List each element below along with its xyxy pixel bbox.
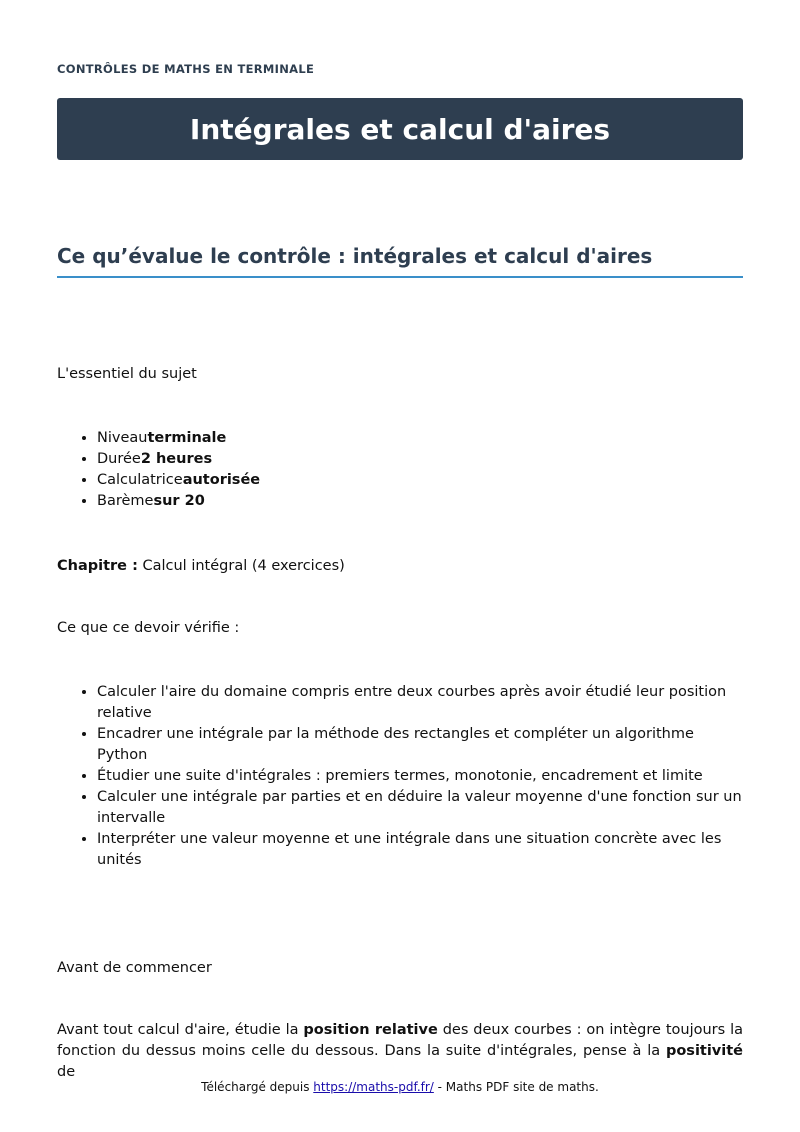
chapter-label: Chapitre :: [57, 558, 138, 574]
essentials-heading: L'essentiel du sujet: [57, 366, 197, 382]
before-bold-1: position relative: [303, 1022, 438, 1038]
title-banner: [57, 98, 743, 160]
document-kicker: CONTRÔLES DE MATHS EN TERMINALE: [57, 62, 315, 76]
essential-value: 2 heures: [140, 451, 213, 467]
essentials-list: [57, 428, 743, 512]
chapter-line: [57, 556, 345, 577]
list-item: • Encadrer une intégrale par la méthode des rectangles et compléter un algorithme Python: [97, 724, 743, 766]
before-paragraph: [57, 1020, 743, 1083]
before-text-2: des deux courbes : on intègre toujours la fonction du dessus moins celle du dessous. Dans la suite d'intégrales, pense à la: [57, 1022, 743, 1059]
essential-label: Niveau: [97, 430, 148, 446]
footer-suffix: - Maths PDF site de maths.: [433, 1080, 599, 1094]
before-text-1: Avant tout calcul d'aire, étudie la: [57, 1022, 304, 1038]
list-item: • Calculer une intégrale par parties et en déduire la valeur moyenne d'une fonction sur un intervalle: [97, 787, 743, 829]
essential-label: Durée: [97, 451, 141, 467]
document-title: Intégrales et calcul d'aires: [189, 112, 611, 146]
checks-list: [57, 682, 743, 871]
checks-heading: Ce que ce devoir vérifie :: [57, 620, 240, 636]
list-item: • Interpréter une valeur moyenne et une intégrale dans une situation concrète avec les unités: [97, 829, 743, 871]
page-footer: [0, 1080, 800, 1094]
chapter-value: Calcul intégral (4 exercices): [137, 558, 345, 574]
list-item: [97, 470, 743, 491]
section-title: Ce qu’évalue le contrôle : intégrales et calcul d'aires: [57, 244, 743, 278]
footer-prefix: Téléchargé depuis: [201, 1080, 314, 1094]
essential-value: autorisée: [182, 472, 261, 488]
before-bold-2: positivité: [665, 1043, 743, 1059]
essential-label: Calculatrice: [97, 472, 183, 488]
essential-label: Barème: [97, 493, 154, 509]
list-item: [97, 449, 743, 470]
footer-link[interactable]: https://maths-pdf.fr/: [313, 1080, 434, 1094]
list-item: [97, 491, 743, 512]
list-item: • Étudier une suite d'intégrales : premiers termes, monotonie, encadrement et limite: [97, 766, 743, 787]
list-item: [97, 428, 743, 449]
list-item: • Calculer l'aire du domaine compris entre deux courbes après avoir étudié leur position relative: [97, 682, 743, 724]
essential-value: terminale: [147, 430, 227, 446]
before-heading: Avant de commencer: [57, 960, 212, 976]
essential-value: sur 20: [153, 493, 205, 509]
before-text-3: de: [57, 1064, 76, 1080]
